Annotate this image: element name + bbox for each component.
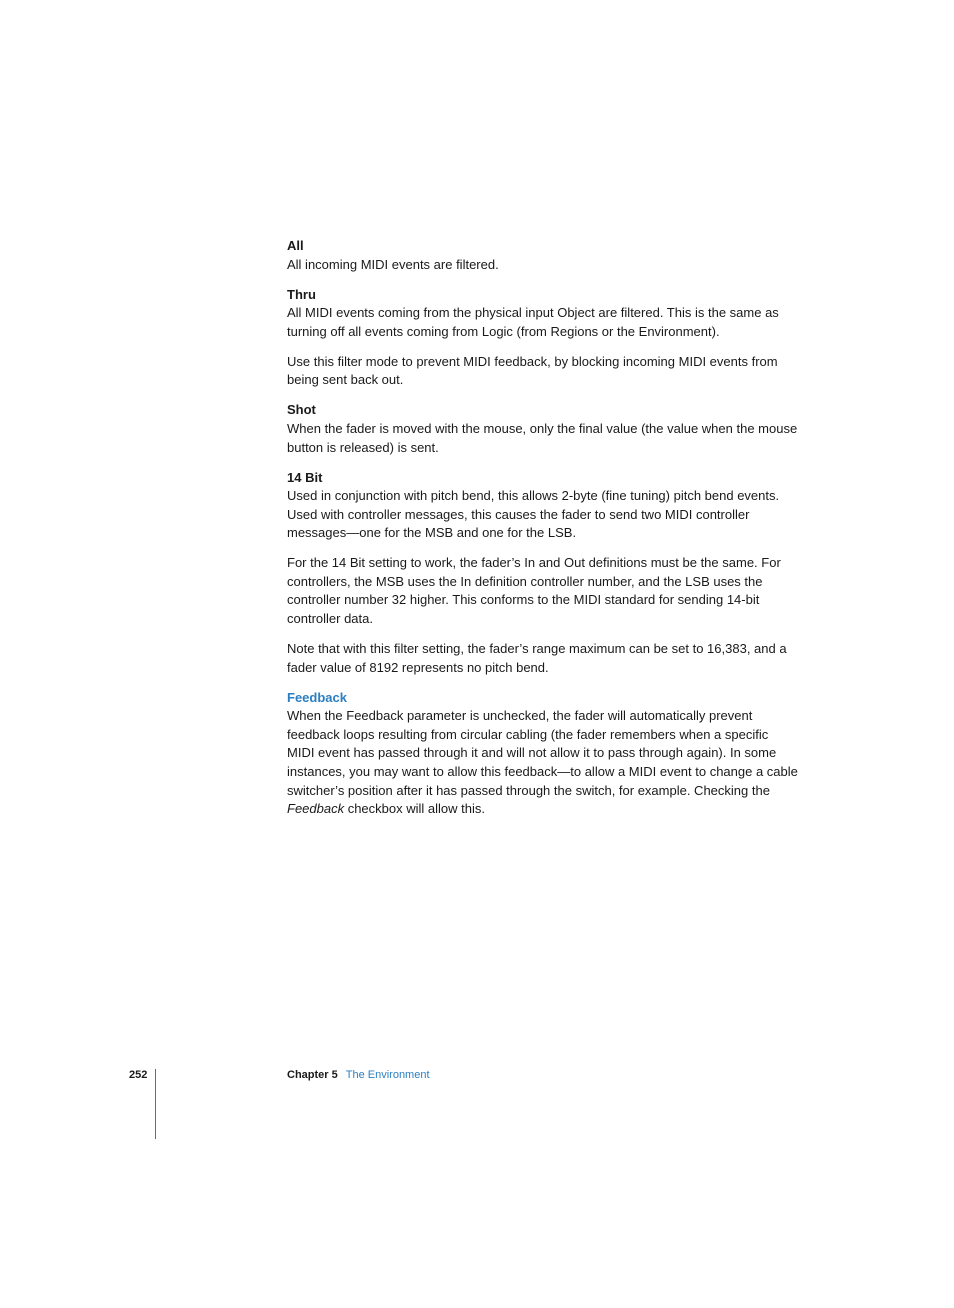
section-heading-feedback: Feedback (287, 689, 347, 705)
feedback-italic-term: Feedback (287, 801, 345, 817)
paragraph-14-bit-range: Note that with this filter setting, the fader’s range maximum can be set to 16,383, and a fader value of 8192 represents no pitch bend. (287, 641, 787, 675)
page-number: 252 (129, 1069, 148, 1081)
paragraph-thru-note: Use this filter mode to prevent MIDI feedback, by blocking incoming MIDI events from being sent back out. (287, 353, 778, 388)
term-thru: Thru (287, 286, 316, 302)
paragraph-all: All incoming MIDI events are filtered. (287, 256, 499, 272)
chapter-label: Chapter 5 (287, 1069, 338, 1081)
feedback-text-start: When the Feedback parameter is unchecked, the fader will automatically prevent feedback loops resulting from circular cabling (the fader remembers when a specific MIDI event has passed through it and will not allow it to pass through again). In some instances, you may want to allow this feedback—to allow a MIDI event to change a cable switcher’s position after it has passed through the switch, for example. Checking the (287, 708, 798, 798)
paragraph-thru: All MIDI events coming from the physical input Object are filtered. This is the same as turning off all events coming from Logic (from Regions or the Environment). (287, 305, 779, 339)
term-shot: Shot (287, 402, 316, 418)
feedback-text-end: checkbox will allow this. (344, 801, 485, 817)
term-14-bit: 14 Bit (287, 469, 323, 485)
paragraph-14-bit: Used in conjunction with pitch bend, this allows 2-byte (fine tuning) pitch bend events. Used with controller messages, this causes the fader to send two MIDI controller messages—one for the MSB and one for the LSB. (287, 488, 780, 541)
chapter-title: The Environment (345, 1069, 430, 1081)
main-content (287, 237, 799, 830)
term-all: All (287, 238, 304, 253)
paragraph-shot: When the fader is moved with the mouse, only the final value (the value when the mouse button is released) is sent. (287, 420, 798, 455)
paragraph-14-bit-definitions: For the 14 Bit setting to work, the fader’s In and Out definitions must be the same. For controllers, the MSB uses the In definition controller number, and the LSB uses the controller number 32 higher. This conforms to the MIDI standard for sending 14-bit controller data. (287, 555, 781, 627)
chapter-footer (287, 1069, 430, 1081)
footer-divider (155, 1069, 156, 1139)
paragraph-feedback (287, 707, 799, 819)
